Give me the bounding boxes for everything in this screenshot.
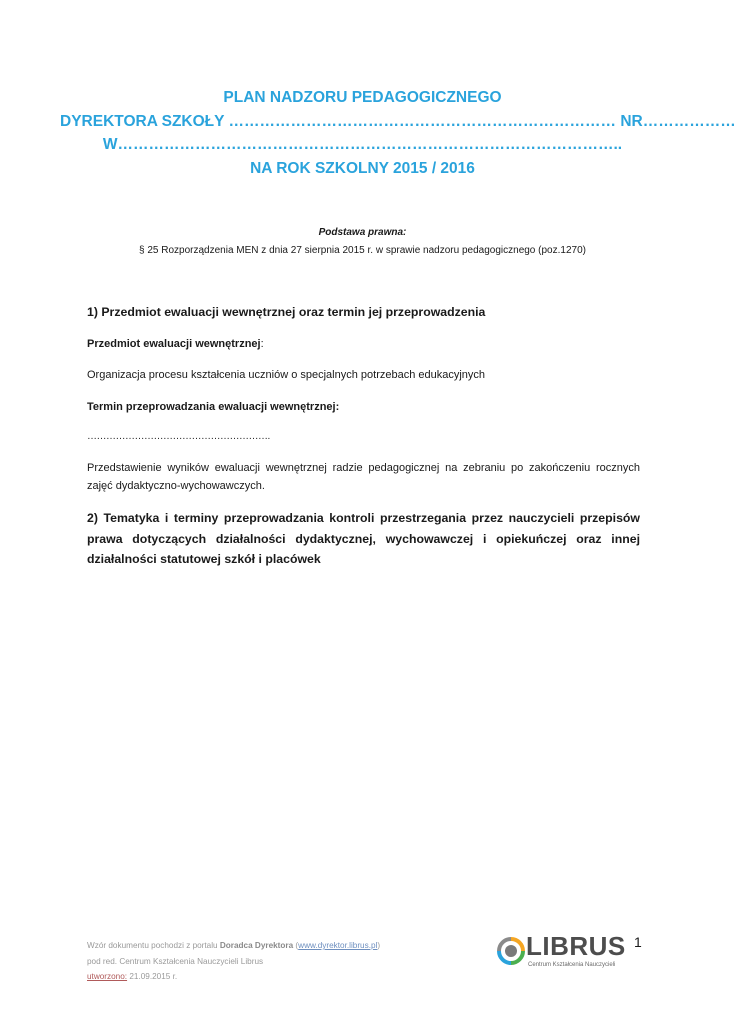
footer-portal-link[interactable]: www.dyrektor.librus.pl (298, 941, 378, 950)
page-footer (87, 938, 380, 985)
legal-basis-text: § 25 Rozporządzenia MEN z dnia 27 sierpnia 2015 r. w sprawie nadzoru pedagogicznego (poz.1270) (139, 245, 586, 256)
term-label-row (87, 398, 640, 416)
subject-label: Przedmiot ewaluacji wewnętrznej (87, 338, 261, 350)
title-line-3: W…………………………………………………………………………………….. (102, 136, 623, 153)
term-label: Termin przeprowadzania ewaluacji wewnętrznej: (87, 401, 340, 413)
term-value-placeholder: …………………………………………………. (87, 431, 270, 442)
page-number: 1 (634, 934, 642, 950)
section2-heading (87, 508, 640, 570)
librus-logo-icon (496, 936, 526, 968)
footer-line-1 (87, 938, 380, 954)
footer-line-2: pod red. Centrum Kształcenia Nauczycieli Librus (87, 956, 264, 966)
section1-heading-text: 1) Przedmiot ewaluacji wewnętrznej oraz termin jej przeprowadzenia (87, 305, 486, 319)
presentation-paragraph (87, 459, 640, 495)
section1-heading (87, 302, 640, 322)
subject-label-row (87, 334, 640, 353)
footer-created-label: utworzono: (87, 972, 128, 981)
title-line-2: DYREKTORA SZKOŁY ………………………………………………………………… NR……………… (60, 112, 736, 130)
legal-basis-label: Podstawa prawna: (318, 227, 407, 238)
librus-logo-subtitle: Centrum Kształcenia Nauczycieli (528, 962, 616, 968)
title-line-1: PLAN NADZORU PEDAGOGICZNEGO (223, 89, 502, 106)
footer-paren-close: ) (377, 941, 381, 950)
footer-line-3 (87, 969, 380, 985)
footer-portal-name: Doradca Dyrektora (219, 941, 294, 950)
term-value-row (87, 428, 640, 446)
presentation-text: Przedstawienie wyników ewaluacji wewnętrznej radzie pedagogicznej na zebraniu po zakończeniu rocznych zajęć dydaktyczno-wychowawczych. (87, 462, 640, 492)
document-title (60, 86, 736, 180)
section2-heading-text: 2) Tematyka i terminy przeprowadzania kontroli przestrzegania przez nauczycieli przepisów prawa dotyczących działalności dydaktycznej, wychowawczej i opiekuńczej oraz innej działalności statutowej szkół i placówek (87, 511, 640, 566)
subject-label-colon: : (260, 338, 264, 350)
subject-value: Organizacja procesu kształcenia uczniów o specjalnych potrzebach edukacyjnych (87, 369, 486, 381)
title-line-4: NA ROK SZKOLNY 2015 / 2016 (250, 159, 475, 177)
legal-basis (60, 224, 665, 260)
librus-logo (496, 932, 631, 974)
footer-paren-open: ( (293, 941, 299, 950)
subject-value-row (87, 366, 640, 384)
footer-source-prefix: Wzór dokumentu pochodzi z portalu (87, 941, 220, 950)
footer-created-date: 21.09.2015 r. (127, 972, 178, 981)
librus-logo-text: LIBRUS (526, 931, 626, 961)
